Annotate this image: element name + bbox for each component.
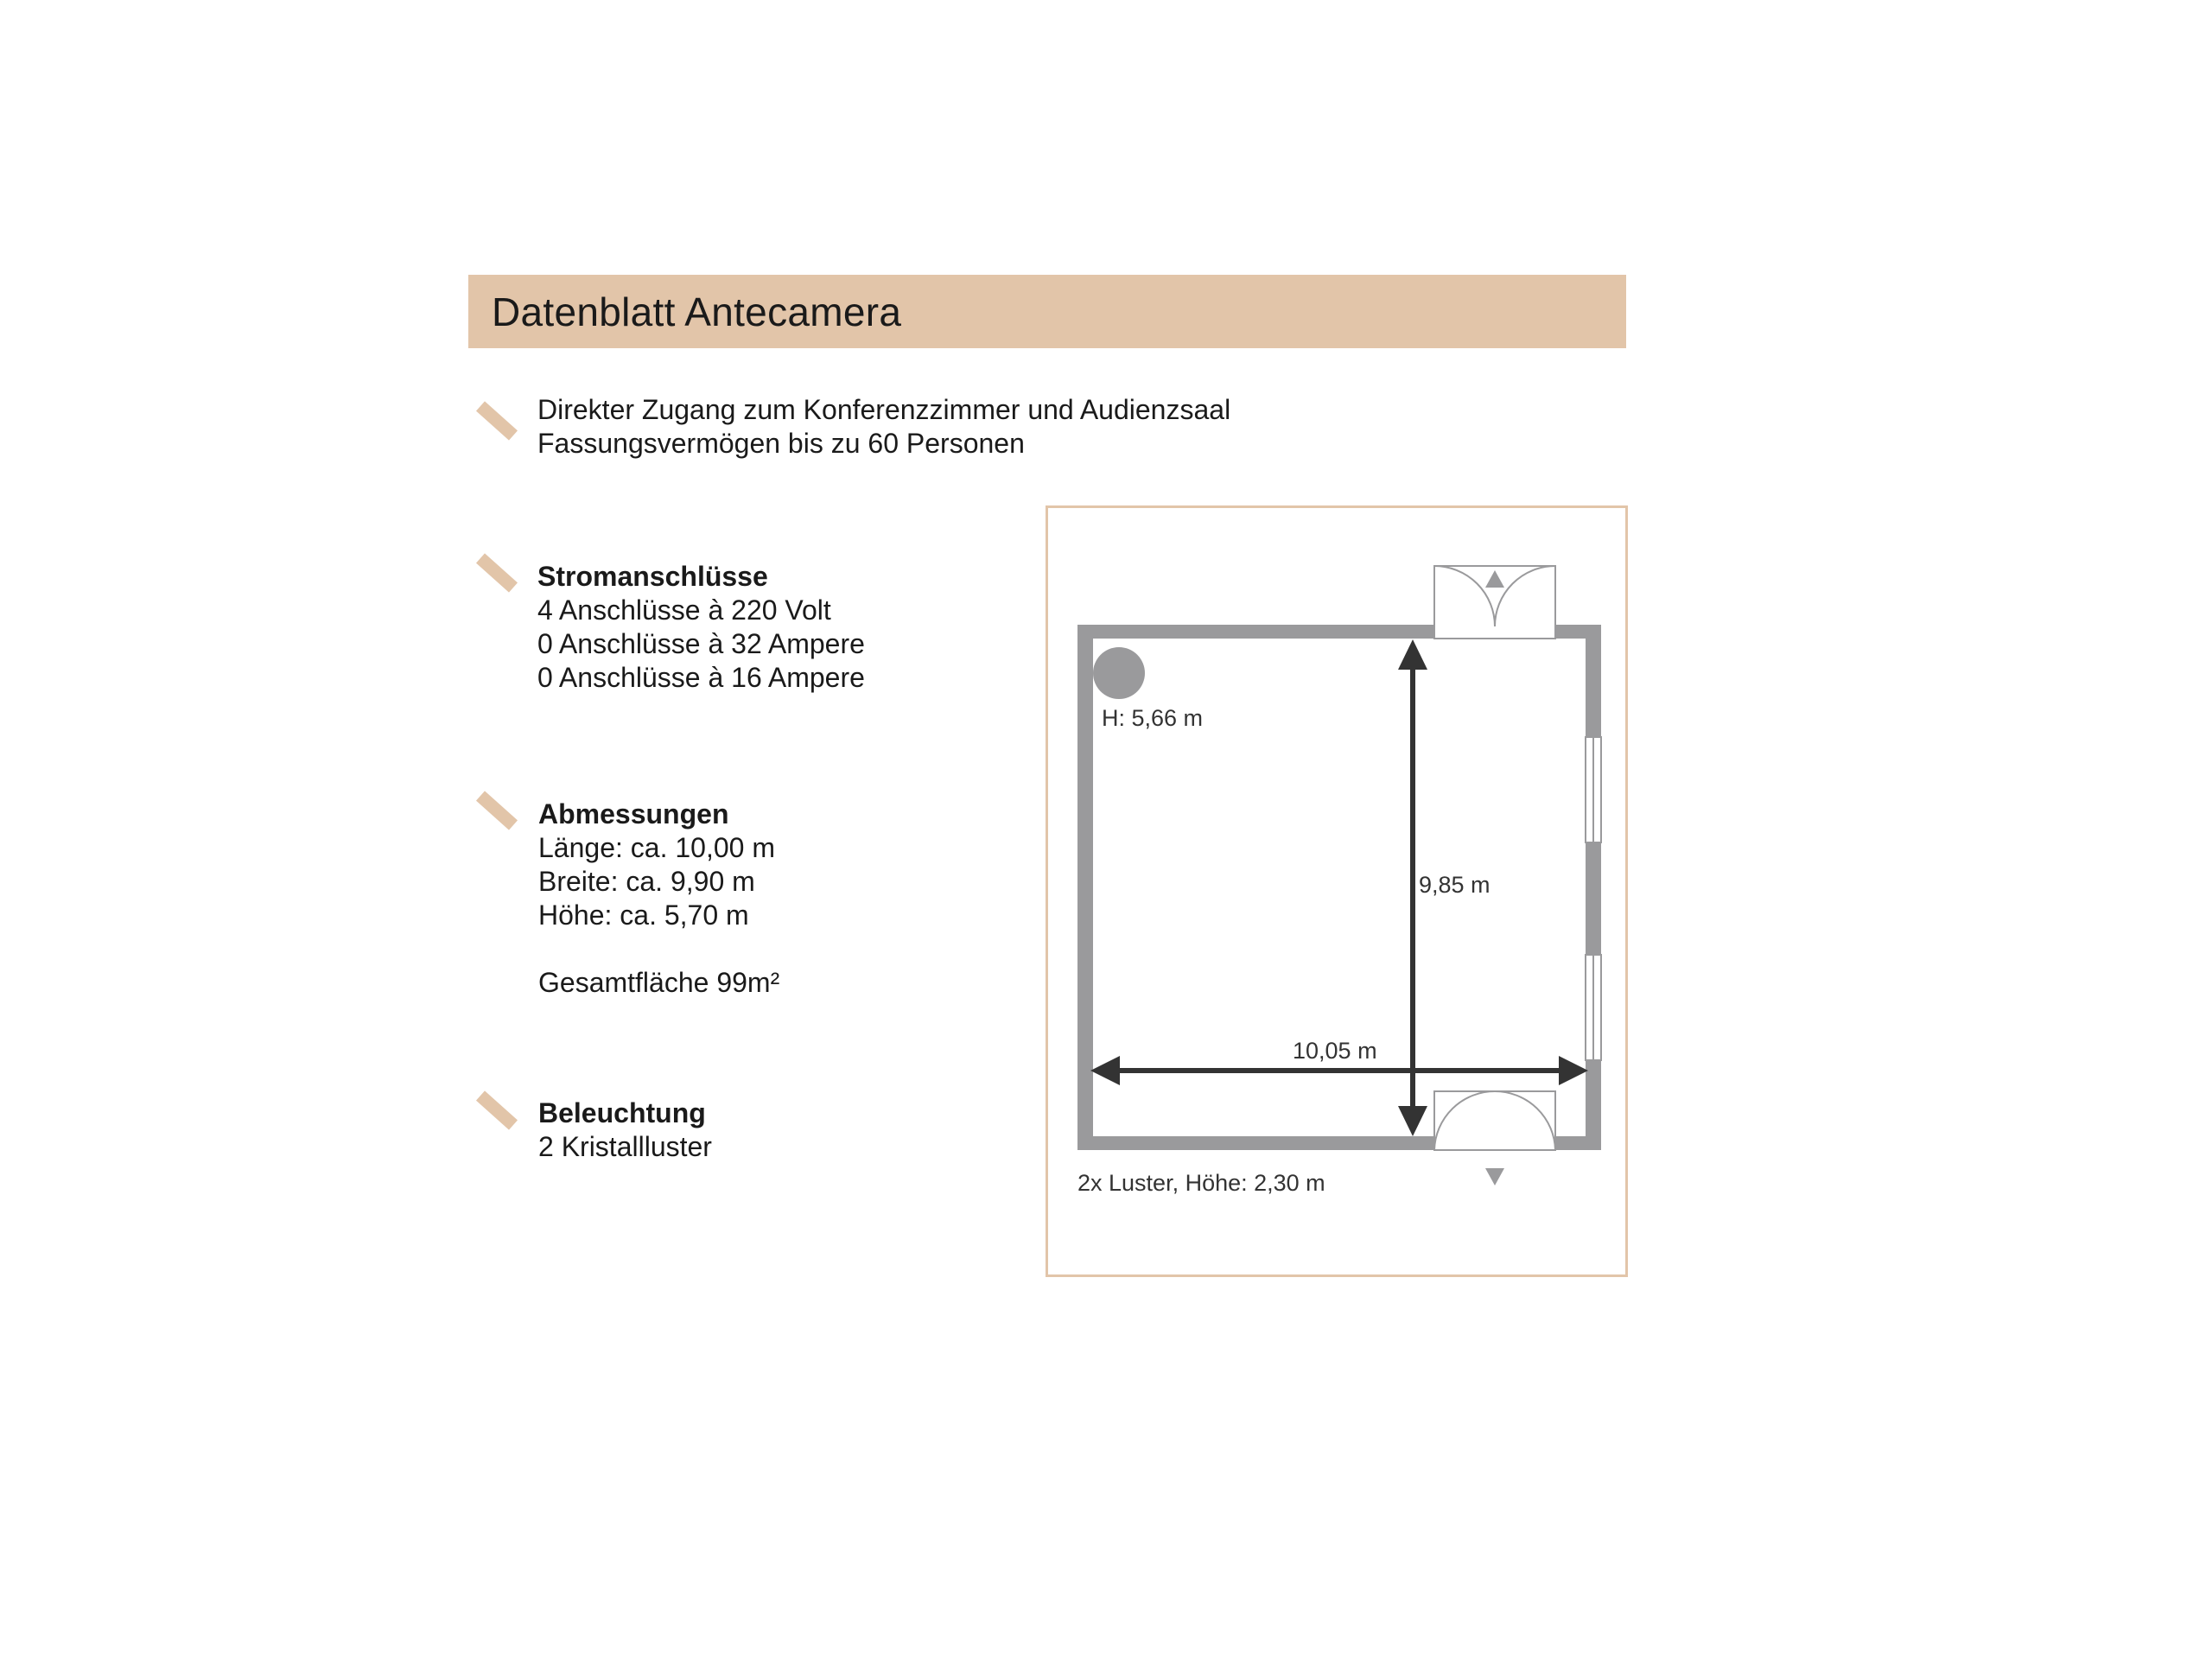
window-icon	[1586, 955, 1601, 1060]
page-title: Datenblatt Antecamera	[492, 289, 902, 334]
door-icon	[1434, 1091, 1555, 1150]
intro-section	[537, 393, 1230, 461]
tag-icon	[475, 551, 518, 594]
dimension-line: Höhe: ca. 5,70 m	[538, 899, 749, 931]
lighting-section	[538, 1096, 712, 1164]
chandelier-icon	[1093, 647, 1145, 699]
tag-icon	[475, 789, 518, 832]
vertical-dimension-label: 9,85 m	[1419, 872, 1491, 898]
power-heading: Stromanschlüsse	[537, 561, 768, 592]
tag-icon	[475, 399, 518, 442]
power-line: 4 Anschlüsse à 220 Volt	[537, 594, 831, 626]
chandelier-note: 2x Luster, Höhe: 2,30 m	[1077, 1170, 1325, 1196]
total-area: Gesamtfläche 99m²	[538, 967, 780, 998]
floorplan	[1046, 505, 1628, 1277]
power-line: 0 Anschlüsse à 32 Ampere	[537, 628, 865, 659]
dimensions-heading: Abmessungen	[538, 798, 729, 830]
dimension-line: Breite: ca. 9,90 m	[538, 866, 755, 897]
power-section	[537, 560, 865, 695]
dimension-line: Länge: ca. 10,00 m	[538, 832, 775, 863]
lighting-heading: Beleuchtung	[538, 1097, 706, 1128]
lighting-line: 2 Kristallluster	[538, 1131, 712, 1162]
height-label: H: 5,66 m	[1102, 705, 1204, 731]
horizontal-dimension-label: 10,05 m	[1293, 1038, 1377, 1064]
intro-line: Fassungsvermögen bis zu 60 Personen	[537, 428, 1025, 459]
tag-icon	[475, 1089, 518, 1132]
arrow-down-icon	[1485, 1168, 1504, 1185]
window-icon	[1586, 737, 1601, 842]
power-line: 0 Anschlüsse à 16 Ampere	[537, 662, 865, 693]
intro-line: Direkter Zugang zum Konferenzzimmer und Audienzsaal	[537, 394, 1231, 425]
title-bar	[468, 275, 1626, 348]
dimensions-section	[538, 798, 779, 1000]
